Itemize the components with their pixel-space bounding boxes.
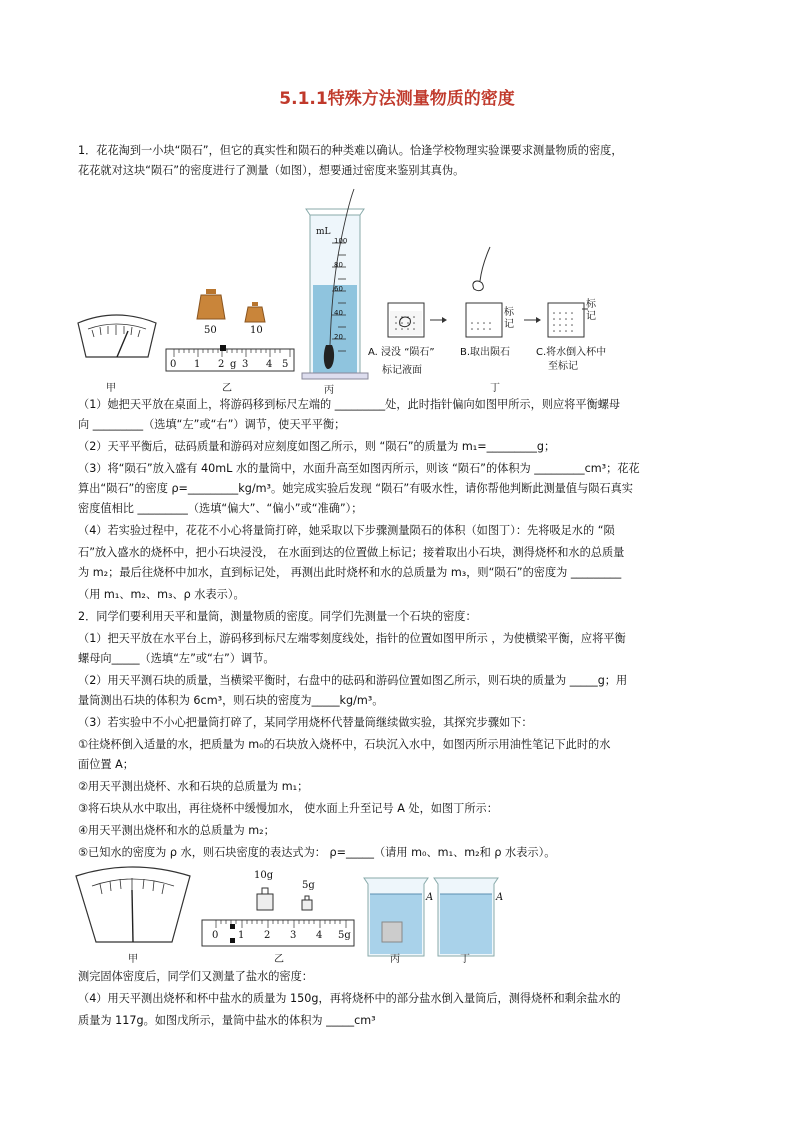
beaker-bing [364, 878, 428, 956]
q2-step1-line-b: 面位置 A； [78, 758, 134, 771]
mark-a-bing: A [426, 892, 434, 903]
q1-part1-line-b: 向 _________（选填“左”或“右”）调节，使天平平衡； [78, 418, 346, 431]
beaker-ding [434, 878, 498, 956]
q1-line-1: 1．花花淘到一小块“陨石”，但它的真实性和陨石的种类难以确认。恰逢学校物理实验课要求测量物质的密度， [78, 144, 623, 157]
q1-part3-line-b: 算出“陨石”的密度 ρ=_________kg/m³。她完成实验后发现 “陨石”有吸水性，请你帮他判断此测量值与陨石真实 [78, 482, 633, 495]
q1-part3-line-a: （3）将“陨石”放入盛有 40mL 水的量筒中，水面升高至如图丙所示，则该 “陨石”的体积为 _________cm³；花花 [78, 462, 640, 475]
q1-part2: （2）天平平衡后，砝码质量和游码对应刻度如图乙所示，则 “陨石”的质量为 m₁=_________g； [78, 440, 556, 453]
weight-50g [197, 289, 225, 319]
fig-label-bing: 丙 [324, 385, 334, 396]
q2-step3: ③将石块从水中取出，再往烧杯中缓慢加水， 使水面上升至记号 A 处，如图丁所示： [78, 802, 498, 815]
weight-50-label: 50 [204, 325, 217, 336]
weight-10g-label: 10g [254, 870, 274, 881]
fig2-label-jia: 甲 [128, 954, 138, 965]
weight-10g-2 [257, 888, 273, 910]
fig2-label-ding: 丁 [460, 954, 470, 965]
step-b-label: B.取出陨石 [460, 347, 511, 358]
mark-a-ding: A [496, 892, 504, 903]
q1-part3-line-c: 密度值相比 _________（选填“偏大”、“偏小”或“准确”）； [78, 502, 363, 515]
ruler-num-1: 1 [194, 359, 201, 370]
step-a-label-1: A. 浸没 “陨石” [368, 347, 435, 358]
balance-dial-jia [78, 315, 156, 357]
q2-part3: （3）若实验中不小心把量筒打碎了，某同学用烧杯代替量筒继续做实验，其探究步骤如下： [78, 716, 533, 729]
ruler-num-0: 0 [170, 359, 177, 370]
balance-dial-jia-2 [76, 867, 190, 942]
q2-figure-svg [70, 864, 530, 964]
cyl-tick-100: 100 [334, 237, 348, 245]
fig2-label-bing: 丙 [390, 954, 400, 965]
q1-part4-line-d: （用 m₁、m₂、m₃、ρ 水表示）。 [78, 588, 245, 601]
weight-10-label: 10 [250, 325, 263, 336]
q2-step1-line-a: ①往烧杯倒入适量的水，把质量为 m₀的石块放入烧杯中，石块沉入水中，如图丙所示用油性笔记下此时的水 [78, 738, 611, 751]
mark-label-b-1: 标 [504, 307, 514, 318]
q1-part4-line-c: 为 m₂；最后往烧杯中加水，直到标记处， 再测出此时烧杯和水的总质量为 m₃，则“陨石”的密度为 _________ [78, 566, 622, 579]
ruler-unit: g [230, 359, 237, 370]
fig2-label-yi: 乙 [274, 954, 284, 965]
q1-figure-svg [70, 185, 630, 395]
q2-part1-line-a: （1）把天平放在水平台上，游码移到标尺左端零刻度线处，指针的位置如图甲所示 ，为使横梁平衡，应将平衡 [78, 632, 626, 645]
q2-step4: ④用天平测出烧杯和水的总质量为 m₂； [78, 824, 275, 837]
step-c-label-2: 至标记 [548, 361, 578, 372]
q1-part4-line-a: （4）若实验过程中，花花不小心将量筒打碎，她采取以下步骤测量陨石的体积（如图丁）：先将吸足水的 “陨 [78, 524, 615, 537]
weight-5g-label: 5g [302, 880, 315, 891]
ruler-num-2: 2 [218, 359, 225, 370]
cylinder-unit: mL [316, 227, 331, 237]
measuring-cylinder-bing [302, 189, 368, 379]
ruler2-num-2: 2 [264, 930, 271, 941]
q2-part4-line-a: （4）用天平测出烧杯和杯中盐水的质量为 150g，再将烧杯中的部分盐水倒入量筒后，测得烧杯和剩余盐水的 [78, 992, 621, 1005]
q1-line-2: 花花就对这块“陨石”的密度进行了测量（如图），想要通过密度来鉴别其真伪。 [78, 164, 465, 177]
q1-part1-line-a: （1）她把天平放在桌面上，将游码移到标尺左端的 _________处，此时指针偏向如图甲所示，则应将平衡螺母 [78, 398, 621, 411]
ruler2-num-3: 3 [290, 930, 297, 941]
ruler2-num-5: 5g [338, 930, 351, 941]
ruler2-num-0: 0 [212, 930, 219, 941]
fig-label-yi: 乙 [222, 383, 232, 394]
q2-step2: ②用天平测出烧杯、水和石块的总质量为 m₁； [78, 780, 309, 793]
cyl-tick-40: 40 [334, 309, 343, 317]
q2-part1-line-b: 螺母向_____（选填“左”或“右”）调节。 [78, 652, 275, 665]
q2-after-text: 测完固体密度后，同学们又测量了盐水的密度： [78, 970, 313, 983]
ruler-num-4: 4 [266, 359, 273, 370]
cyl-tick-60: 60 [334, 285, 343, 293]
q2-figure [70, 864, 530, 964]
ruler-num-3: 3 [242, 359, 249, 370]
mark-label-c-2: 记 [586, 311, 596, 322]
ruler2-num-4: 4 [316, 930, 323, 941]
q2-part4-line-b: 质量为 117g。如图戊所示，量筒中盐水的体积为 _____cm³ [78, 1014, 376, 1027]
ruler2-num-1: 1 [238, 930, 245, 941]
cyl-tick-20: 20 [334, 333, 343, 341]
fig-label-jia: 甲 [106, 383, 116, 394]
q2-part2-line-a: （2）用天平测石块的质量，当横梁平衡时，右盘中的砝码和游码位置如图乙所示，则石块的质量为 _____g；用 [78, 674, 628, 687]
q2-line-1: 2．同学们要利用天平和量筒，测量物质的密度。同学们先测量一个石块的密度： [78, 610, 477, 623]
step-c-label-1: C.将水倒入杯中 [536, 347, 607, 358]
q1-part4-line-b: 石”放入盛水的烧杯中，把小石块浸没， 在水面到达的位置做上标记；接着取出小石块，测得烧杯和水的总质量 [78, 546, 625, 559]
page-title: 5.1.1特殊方法测量物质的密度 [279, 89, 515, 109]
q2-part2-line-b: 量筒测出石块的体积为 6cm³，则石块的密度为_____kg/m³。 [78, 694, 384, 707]
beaker-steps-ding [388, 247, 588, 337]
weight-5g [302, 896, 312, 910]
q2-step5: ⑤已知水的密度为 ρ 水，则石块密度的表达式为： ρ=_____（请用 m₀、m₁、m₂和 ρ 水表示）。 [78, 846, 556, 859]
step-a-label-2: 标记液面 [382, 365, 422, 376]
ruler-num-5: 5 [282, 359, 289, 370]
q1-figure [70, 185, 630, 395]
cyl-tick-80: 80 [334, 261, 343, 269]
mark-label-b-2: 记 [504, 319, 514, 330]
fig-label-ding: 丁 [490, 383, 500, 394]
weight-10g [245, 302, 265, 322]
rider-ruler-yi-2 [202, 920, 354, 946]
mark-label-c-1: 标 [586, 299, 596, 310]
